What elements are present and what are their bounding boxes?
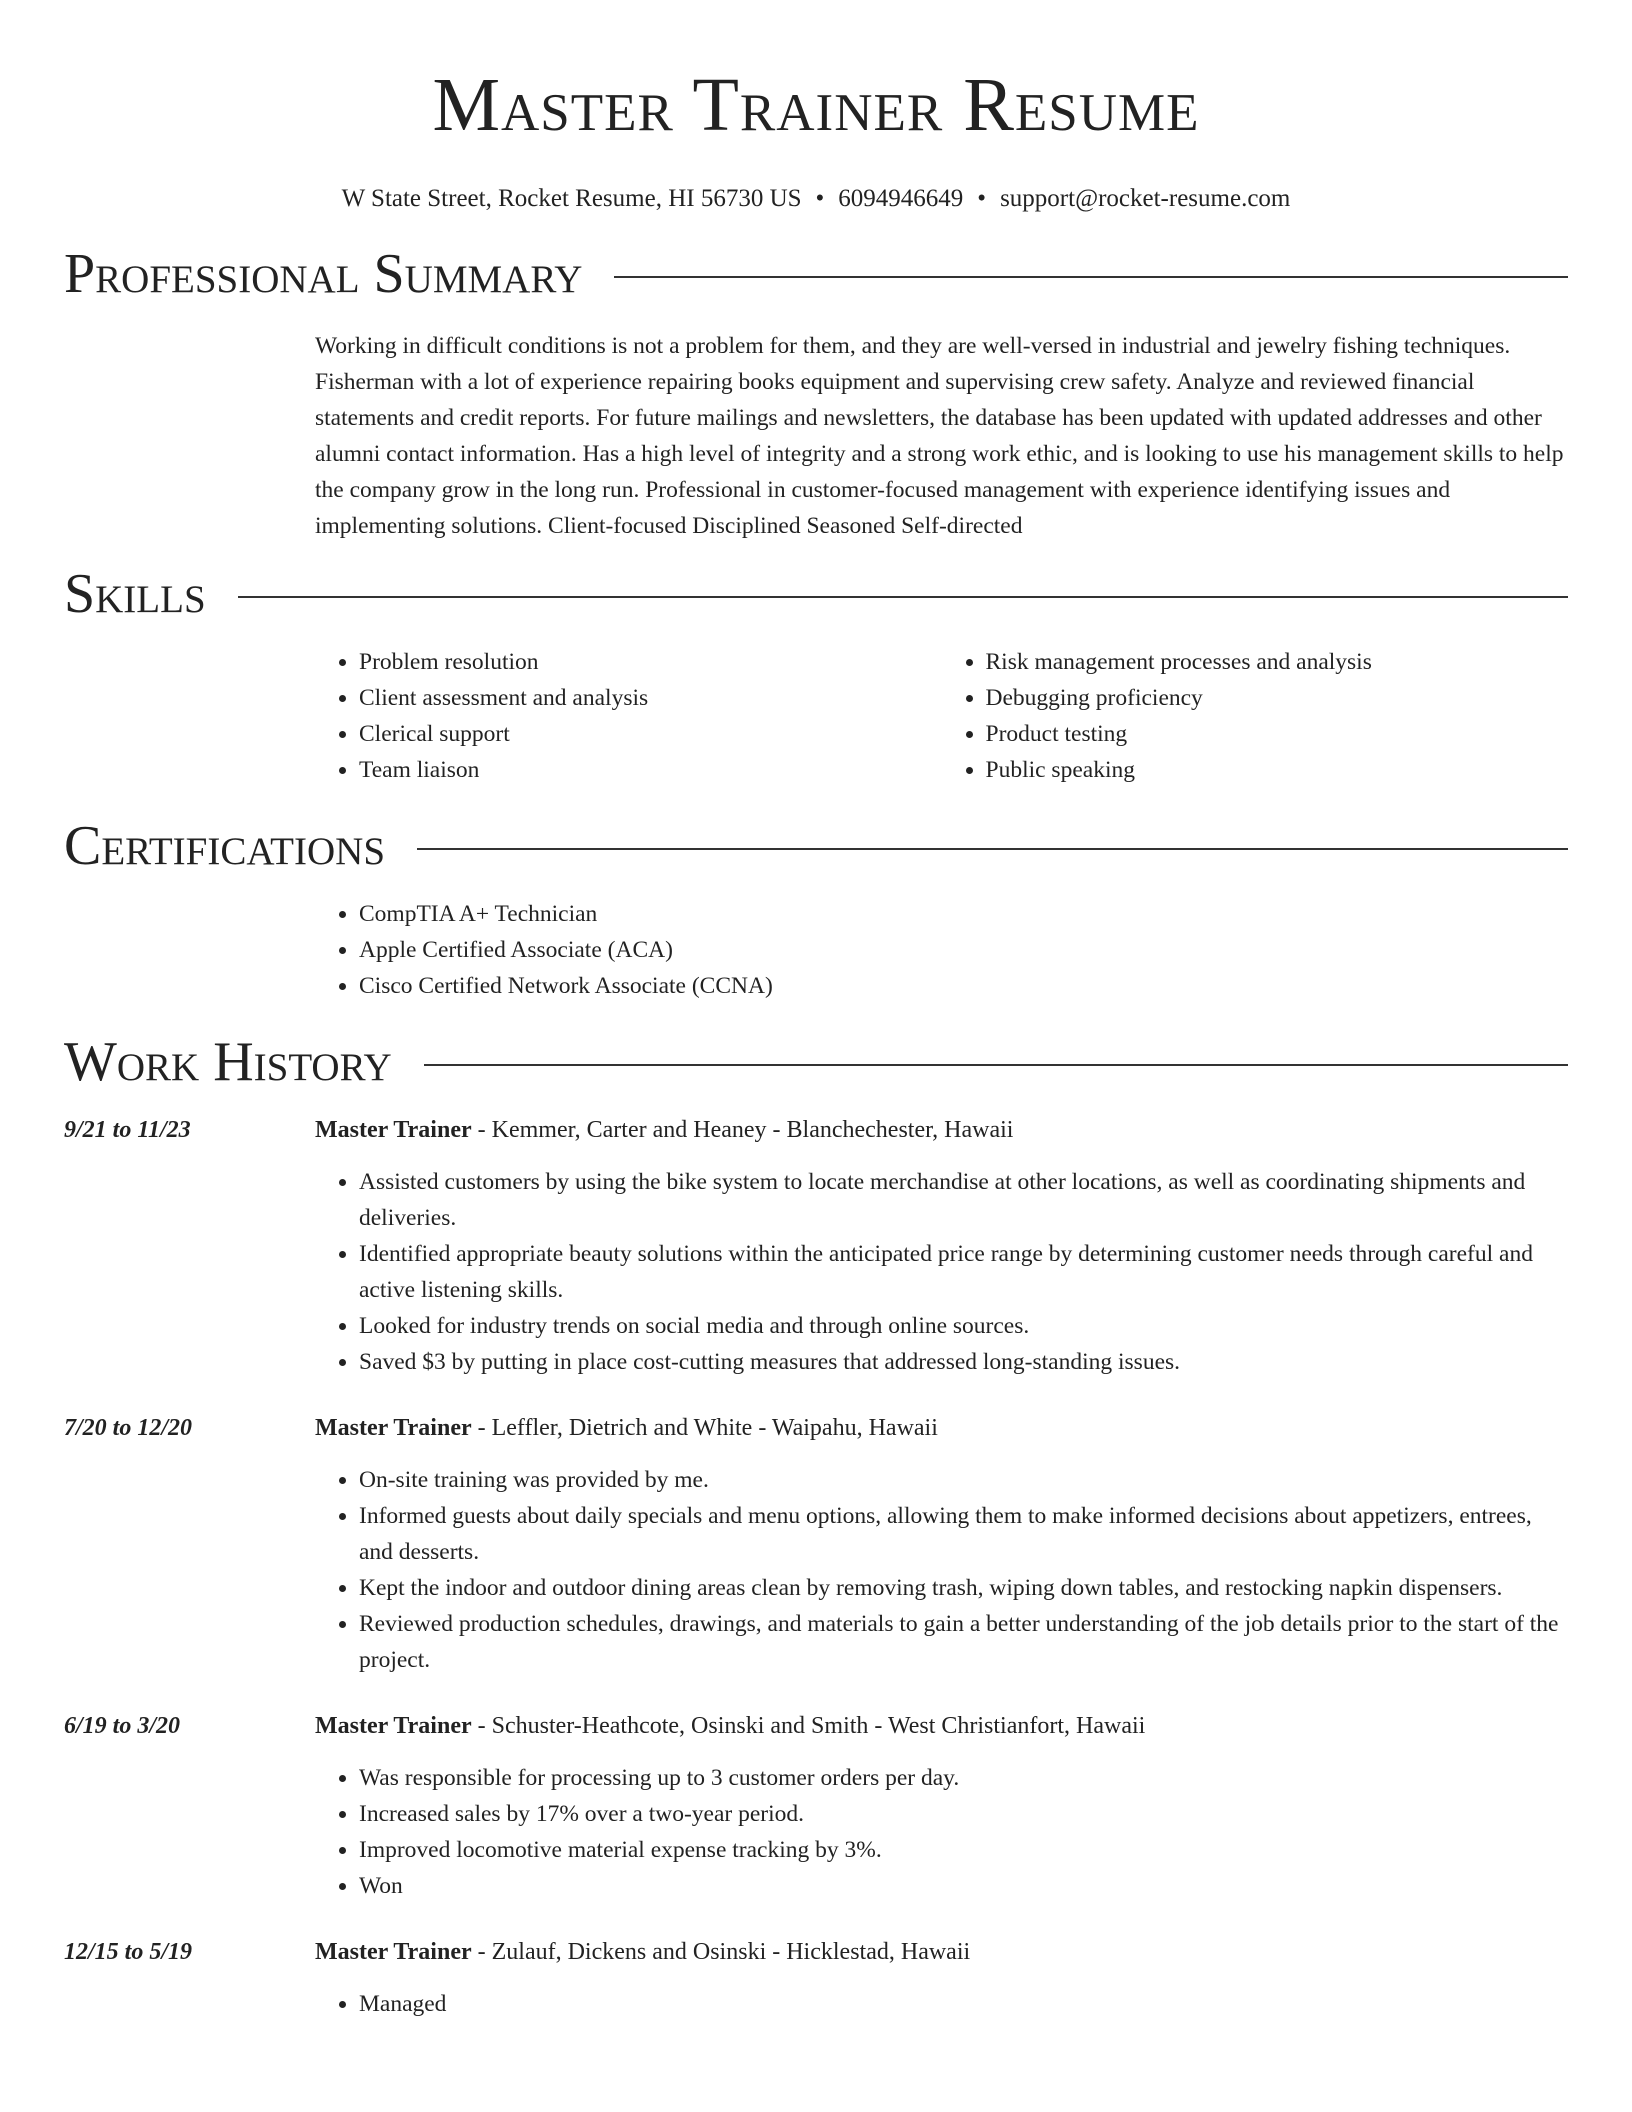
job-entry [64,1708,1568,1904]
job-bullet: • Increased sales by 17% over a two-year period. [359,1796,1568,1832]
job-bullet: • Was responsible for processing up to 3 customer orders per day. [359,1760,1568,1796]
work-history-section-header [64,1030,1568,1094]
skill-item: • Product testing [986,716,1569,752]
job-bullets [315,1462,1568,1678]
job-dates: 6/19 to 3/20 [64,1713,181,1739]
job-title-line [315,1112,1568,1148]
job-content [315,1708,1568,1904]
certifications-section-header [64,814,1568,878]
job-title-line [315,1934,1568,1970]
certifications-list [315,896,1568,1004]
certification-item: • CompTIA A+ Technician [359,896,1568,932]
job-entry [64,1410,1568,1678]
job-bullet: • Managed [359,1986,1568,2022]
section-divider [417,848,1568,850]
skill-item: • Team liaison [359,752,942,788]
skill-item: • Client assessment and analysis [359,680,942,716]
job-bullet: • Reviewed production schedules, drawings, and materials to gain a better understanding of the job details prior to the start of the project. [359,1606,1568,1678]
skill-item: • Public speaking [986,752,1569,788]
certification-item: • Apple Certified Associate (ACA) [359,932,1568,968]
job-bullet: • Assisted customers by using the bike system to locate merchandise at other locations, as well as coordinating shipments and deliveries. [359,1164,1568,1236]
job-bullets [315,1986,1568,2022]
job-title-line [315,1410,1568,1446]
resume-title: Master Trainer Resume [432,63,1200,147]
skill-item: • Clerical support [359,716,942,752]
skills-section-header [64,562,1568,626]
job-title: Master Trainer [315,1939,472,1965]
job-bullet: • Informed guests about daily specials and menu options, allowing them to make informed decisions about appetizers, entrees, and desserts. [359,1498,1568,1570]
job-entry [64,1112,1568,1380]
job-employer: - Schuster-Heathcote, Osinski and Smith - West Christianfort, Hawaii [471,1713,1146,1739]
job-title: Master Trainer [315,1117,472,1143]
summary-heading: Professional Summary [64,243,583,305]
job-dates: 12/15 to 5/19 [64,1939,193,1965]
skills-column-left [315,644,942,788]
job-content [315,1410,1568,1678]
skills-column-right [942,644,1569,788]
skill-item: • Problem resolution [359,644,942,680]
contact-address: W State Street, Rocket Resume, HI 56730 US [341,185,802,212]
job-content [315,1934,1568,2022]
contact-line [64,184,1568,214]
job-title: Master Trainer [315,1713,472,1739]
job-entry [64,1934,1568,2022]
job-bullets [315,1164,1568,1380]
job-bullet: • Identified appropriate beauty solutions within the anticipated price range by determining customer needs through careful and active listening skills. [359,1236,1568,1308]
skill-item: • Debugging proficiency [986,680,1569,716]
job-title: Master Trainer [315,1415,472,1441]
contact-separator: • [977,185,987,212]
job-dates: 9/21 to 11/23 [64,1117,191,1143]
certification-item: • Cisco Certified Network Associate (CCNA) [359,968,1568,1004]
job-bullet: • Improved locomotive material expense tracking by 3%. [359,1832,1568,1868]
contact-email: support@rocket-resume.com [1000,185,1291,212]
section-divider [614,276,1568,278]
job-bullet: • On-site training was provided by me. [359,1462,1568,1498]
job-employer: - Zulauf, Dickens and Osinski - Hicklestad, Hawaii [471,1939,971,1965]
contact-separator: • [815,185,825,212]
job-employer: - Kemmer, Carter and Heaney - Blanchechester, Hawaii [471,1117,1014,1143]
skill-item: • Risk management processes and analysis [986,644,1569,680]
job-employer: - Leffler, Dietrich and White - Waipahu, Hawaii [471,1415,938,1441]
work-history-heading: Work History [64,1031,392,1093]
section-divider [238,596,1568,598]
job-bullet: • Saved $3 by putting in place cost-cutting measures that addressed long-standing issues. [359,1344,1568,1380]
job-bullet: • Kept the indoor and outdoor dining areas clean by removing trash, wiping down tables, and restocking napkin dispensers. [359,1570,1568,1606]
job-content [315,1112,1568,1380]
job-bullet: • Looked for industry trends on social media and through online sources. [359,1308,1568,1344]
summary-section-header [64,242,1568,306]
job-dates: 7/20 to 12/20 [64,1415,193,1441]
skills-list [315,644,1568,788]
section-divider [424,1064,1568,1066]
contact-phone: 6094946649 [838,185,964,212]
skills-heading: Skills [64,563,206,625]
job-title-line [315,1708,1568,1744]
summary-text: Working in difficult conditions is not a problem for them, and they are well-versed in industrial and jewelry fishing techniques. Fisherman with a lot of experience repairing books equipment and supervising crew safety. Analyze and reviewed financial statements and credit reports. For future mailings and newsletters, the database has been updated with updated addresses and other alumni contact information. Has a high level of integrity and a strong work ethic, and is looking to use his management skills to help the company grow in the long run. Professional in customer-focused management with experience identifying issues and implementing solutions. Client-focused Disciplined Seasoned Self-directed [315,333,1564,539]
job-bullets [315,1760,1568,1904]
certifications-heading: Certifications [64,815,386,877]
job-bullet: • Won [359,1868,1568,1904]
